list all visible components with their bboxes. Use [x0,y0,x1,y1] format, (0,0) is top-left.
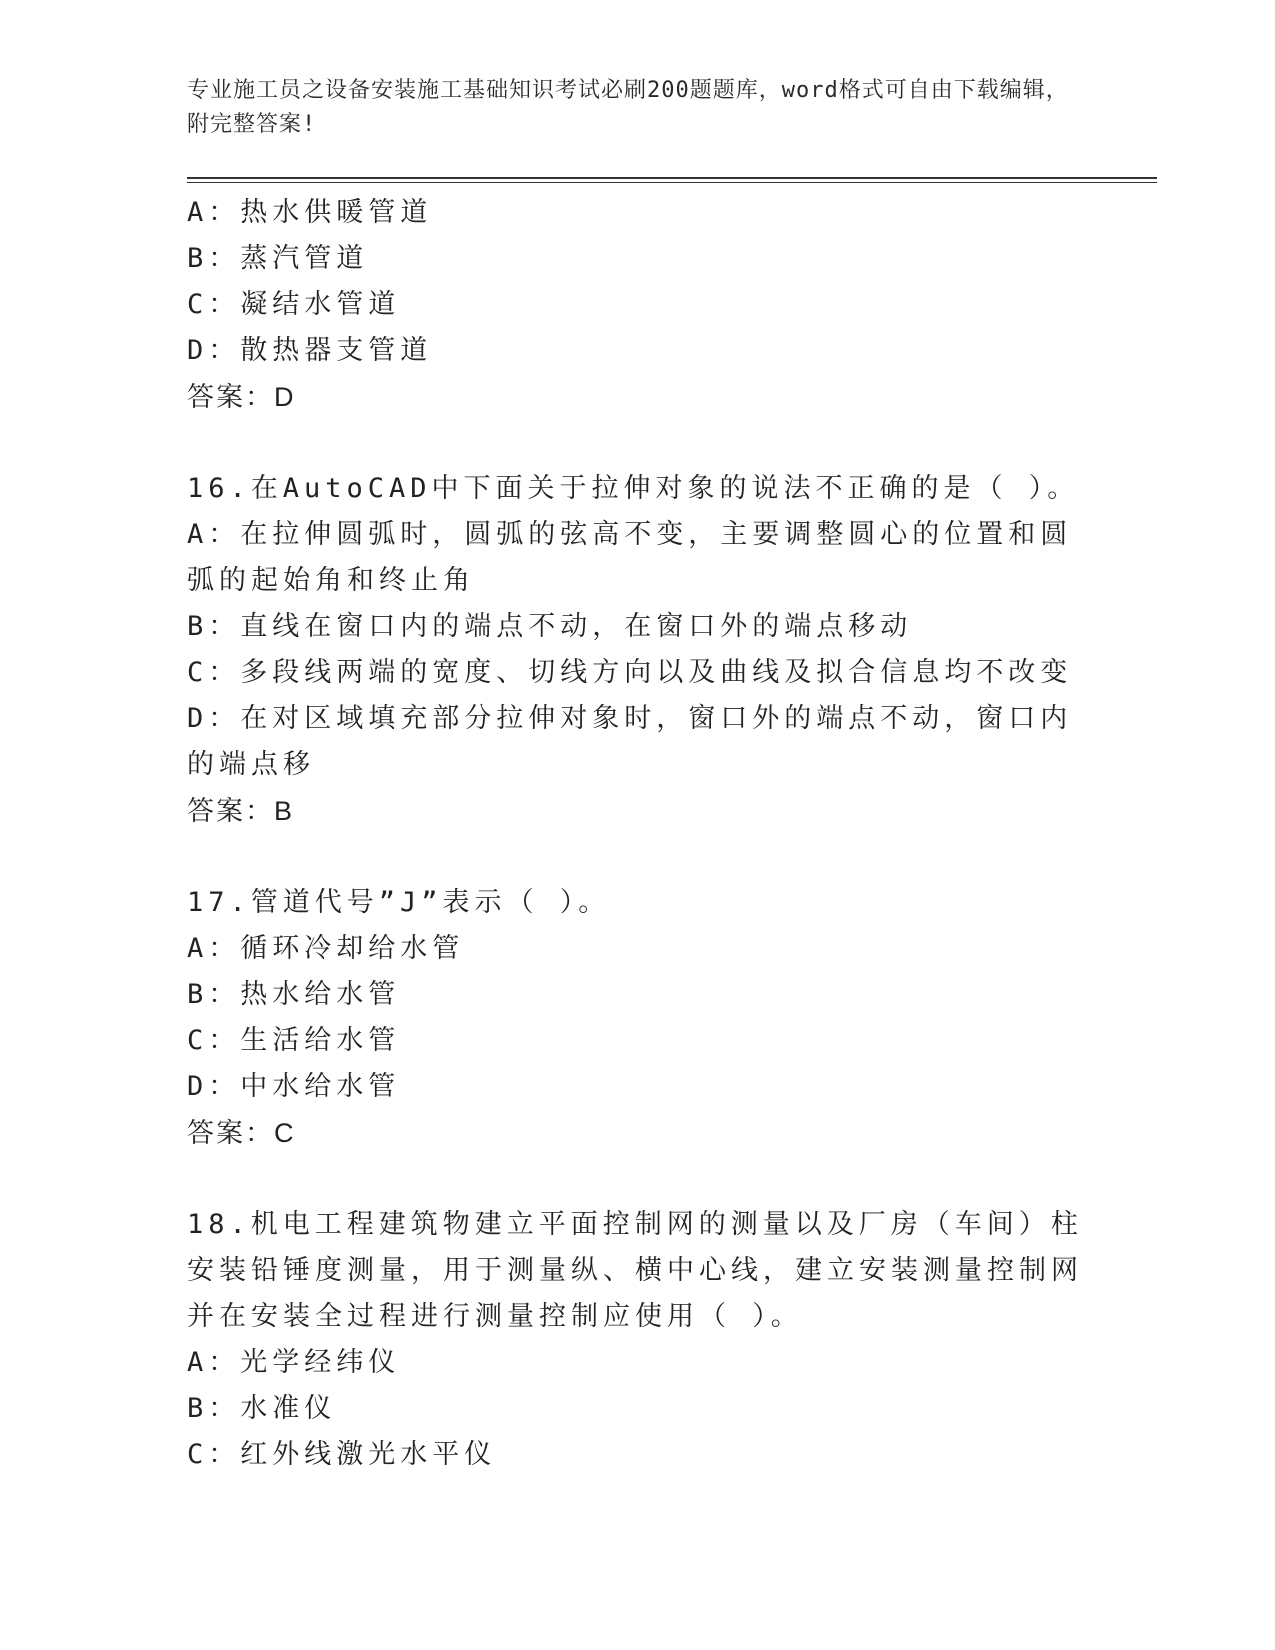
spacer [187,834,1087,880]
q16-option-d: D：在对区域填充部分拉伸对象时，窗口外的端点不动，窗口内的端点移 [187,703,1073,780]
q17-answer: 答案：C [187,1118,296,1148]
q17-option-d: D：中水给水管 [187,1071,401,1102]
spacer [187,1156,1087,1202]
q16-question: 16.在AutoCAD中下面关于拉伸对象的说法不正确的是（ ）。 [187,473,1080,504]
question-16-block [187,466,1087,834]
q16-answer: 答案：B [187,796,295,826]
question-content [187,190,1087,1478]
q18-option-c: C：红外线激光水平仪 [187,1439,497,1470]
spacer [187,420,1087,466]
question-15-block [187,190,1087,420]
q16-option-a: A：在拉伸圆弧时，圆弧的弦高不变，主要调整圆心的位置和圆弧的起始角和终止角 [187,519,1073,596]
q18-question: 18.机电工程建筑物建立平面控制网的测量以及厂房（车间）柱安装铅锤度测量，用于测量纵、横中心线，建立安装测量控制网并在安装全过程进行测量控制应使用（ ）。 [187,1209,1083,1332]
q16-option-c: C：多段线两端的宽度、切线方向以及曲线及拟合信息均不改变 [187,657,1073,688]
q15-option-b: B：蒸汽管道 [187,243,369,274]
q15-option-a: A：热水供暖管道 [187,197,433,228]
q15-option-c: C：凝结水管道 [187,289,401,320]
q17-option-a: A：循环冷却给水管 [187,933,465,964]
question-18-block [187,1202,1087,1478]
q15-answer: 答案：D [187,382,296,412]
document-header: 专业施工员之设备安装施工基础知识考试必刷200题题库，word格式可自由下载编辑，附完整答案! [187,78,1069,137]
q17-question: 17.管道代号”J”表示（ ）。 [187,887,611,918]
q18-option-b: B：水准仪 [187,1393,337,1424]
q18-option-a: A：光学经纬仪 [187,1347,401,1378]
header-rule-thin [187,182,1157,183]
q16-option-b: B：直线在窗口内的端点不动，在窗口外的端点移动 [187,611,913,642]
header-rule-thick [187,177,1157,179]
q15-option-d: D：散热器支管道 [187,335,433,366]
question-17-block [187,880,1087,1156]
q17-option-c: C：生活给水管 [187,1025,401,1056]
q17-option-b: B：热水给水管 [187,979,401,1010]
